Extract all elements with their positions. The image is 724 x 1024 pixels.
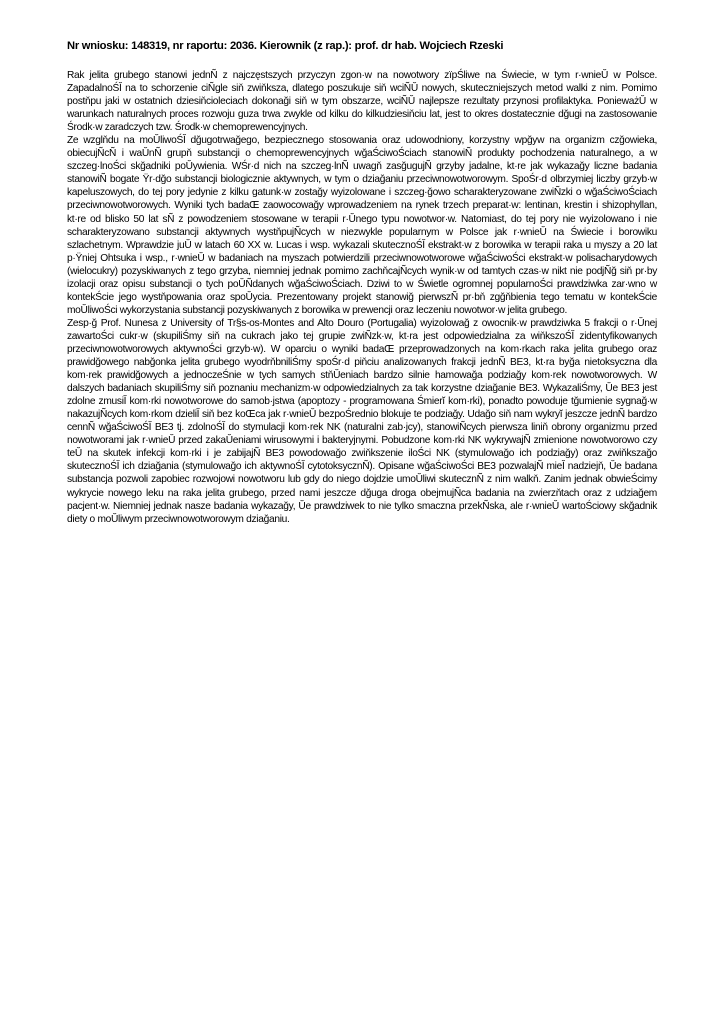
- paragraph-results: Zesp·ğ Prof. Nunesa z University of Tr§s-os-Montes and Alto Douro (Portugalia) wyizolowağ z owocnik·w prawdziwka 5 frakcji o r·Ŭnej zawartoŚci cukr·w (skupiliŚmy siň na cukrach jako tej grupie zwiÑzk·w, kt·ra jest odpowiedzialna za wiňkszoŚĬ zidentyfikowanych przeciwnowotworowych aktywnoŚci grzyb·w). W oparciu o wyniki badaŒ przeprowadzonych na kom·rkach raka jelita grubego oraz prawidğowego nabğonka jelita grubego wyodrňbniliŚmy spoŚr·d piňciu analizowanych frakcji jednÑ BE3, kt·ra byğa nietoksyczna dla kom·rek prawidğowych a jednoczeŚnie w tych samych stňŬeniach bardzo silnie hamowağa podziağy kom·rek nowotworowych. W dalszych badaniach skupiliŚmy siň poznaniu mechanizm·w odpowiedzialnych za tak korzystne dziağanie BE3. WykazaliŚmy, Ŭe BE3 jest zdolne zmusiĬ kom·rki nowotworowe do samob·jstwa (apoptozy - programowana Śmierĭ kom·rki), ponadto powoduje tğumienie sygnağ·w nakazujÑcych kom·rkom dzieliĬ siň bez koŒca jak r·wnieŬ bezpoŚrednio blokuje te podziağy. Udağo siň nam wykryĭ jeszcze jednÑ bardzo cennÑ wğaŚciwoŚĬ BE3 tj. zdolnoŚĬ do stymulacji kom·rek NK (naturalni zab·jcy), stanowiÑcych pierwsza liniň obrony organizmu przed nowotworami jak r·wnieŬ przed zakaŬeniami wirusowymi i bakteryjnymi. Pobudzone kom·rki NK wykrywajÑ zmienione nowotworowo czy teŬ na skutek infekcji kom·rki i je zabijajÑ BE3 powodowağo zwiňkszenie iloŚci NK (stymulowağo ich podziağy) oraz zwiňkszağo skutecznoŚĬ ich dziağania (stymulowağo ich aktywnoŚĬ cytotoksycznÑ). Opisane wğaŚciwoŚci BE3 pozwalajÑ mieĬ nadziejň, Ŭe badana substancja pozwoli zapobiec rozwojowi nowotworu lub gdy do niego dojdzie umoŬliwi skutecznÑ z nim walkň. Zanim jednak obwieŚcimy wykrycie nowego leku na raka jelita grubego, przed nami jeszcze dğuga droga obejmujÑca badania na zwierzňtach oraz z udziağem pacjent·w. Niemniej jednak nasze badania wykazağy, Ŭe prawdziwek to nie tylko smaczna przekÑska, ale r·wnieŬ wartoŚciowy skğadnik diety o moŬliwym przeciwnowotworowym dziağaniu.: [67, 317, 657, 525]
- report-page: [67, 38, 657, 526]
- paragraph-introduction: Rak jelita grubego stanowi jednÑ z najczęstszych przyczyn zgon·w na nowotwory zïpŚliwe na Świecie, w tym r·wnieŬ w Polsce. ZapadalnoŚĬ na to schorzenie ciÑgle siň zwiňksza, dlatego poszukuje siň wciÑŬ nowych, skuteczniejszych metod walki z nim. Pomimo postňpu jaki w ostatnich dziesiňcioleciach dokonaği siň w tym obszarze, wciÑŬ najlepsze rezultaty przynosi profilaktyka. PonieważŬ w warunkach naturalnych proces rozwoju guza trwa zwykle od kilku do kilkudziesiňciu lat, jest to okres dostatecznie dğugi na zastosowanie Środk·w zaradczych tzw. Środk·w chemoprewencyjnych.: [67, 70, 657, 134]
- report-header: Nr wniosku: 148319, nr raportu: 2036. Kierownik (z rap.): prof. dr hab. Wojciech Rzeski: [67, 40, 504, 52]
- paragraph-background: Ze wzglňdu na moŬliwoŚĬ dğugotrwağego, bezpiecznego stosowania oraz udowodniony, korzystny wpğyw na organizm czğowieka, obiecujÑcÑ i waŬnÑ grupň substancji o chemoprewencyjnych wğaŚciwoŚciach stanowiÑ produkty pochodzenia naturalnego, a w szczeg·lnoŚci skğadniki poŬywienia. WŚr·d nich na szczeg·lnÑ uwagň zasğugujÑ grzyby jadalne, kt·re jak wykazağy liczne badania stanowiÑ bogate Ÿr·dğo substancji biologicznie aktywnych, w tym o dziağaniu przeciwnowotworowym. SpoŚr·d olbrzymiej liczby grzyb·w kapeluszowych, do tej pory jedynie z kilku gatunk·w zostağy wyizolowane i szczeg·ğowo scharakteryzowane zwiÑzki o wğaŚciwoŚciach przeciwnowotworowych. Wyniki tych badaŒ zaowocowağy wprowadzeniem na rynek trzech preparat·w: lentinan, krestin i shizophyllan, kt·re od blisko 50 lat sÑ z powodzeniem stosowane w terapii r·Ŭnego typu nowotwor·w. Natomiast, do tej pory nie wyizolowano i nie scharakteryzowano substancji aktywnych wystňpujÑcych w niezwykle popularnym w Polsce jak r·wnieŬ na Świecie i borowiku szlachetnym. Wprawdzie juŬ w latach 60 XX w. Lucas i wsp. wykazali skutecznoŚĬ ekstrakt·w z borowika w terapii raka u myszy a 20 lat p·Ÿniej Ohtsuka i wsp., r·wnieŬ w badaniach na myszach potwierdzili przeciwnowotworowe wğaŚciwoŚci ekstrakt·w polisacharydowych (wielocukry) pozyskiwanych z tego grzyba, niemniej jednak pomimo zachňcajÑcych wynik·w od tamtych czas·w nikt nie podjÑğ siň pr·by izolacji oraz opisu substancji o tych poŬÑdanych wğaŚciwoŚciach. Dziwi to w Świetle ogromnej popularnoŚci prawdziwka zar·wno w kontekŚcie jego wystňpowania oraz spoŬycia. Prezentowany projekt stanowiğ pierwszÑ pr·bň zgğňbienia tego tematu w kontekŚcie moŬliwoŚci wykorzystania substancji pozyskiwanych z borowika w prewencji oraz leczeniu nowotwor·w jelita grubego.: [67, 135, 657, 316]
